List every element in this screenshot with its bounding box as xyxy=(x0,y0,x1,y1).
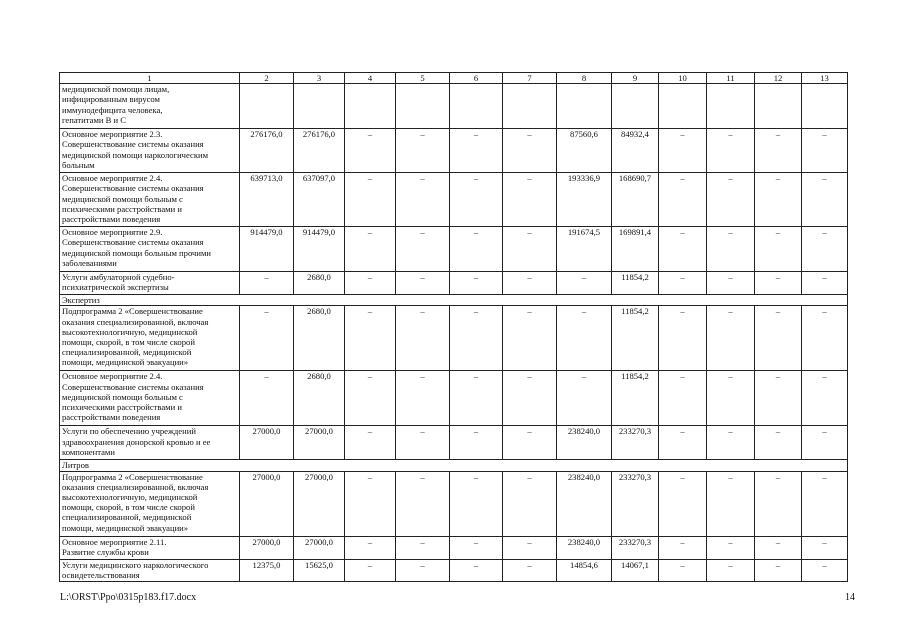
value-cell: 238240,0 xyxy=(557,536,612,559)
value-cell xyxy=(557,84,612,129)
value-cell xyxy=(707,84,755,129)
column-header: 5 xyxy=(396,73,450,84)
value-cell: 14854,6 xyxy=(557,559,612,581)
row-label xyxy=(60,227,240,272)
value-cell: – xyxy=(755,173,802,227)
value-cell: – xyxy=(450,173,503,227)
value-cell: – xyxy=(503,471,557,536)
value-cell: – xyxy=(396,272,450,295)
row-label xyxy=(60,536,240,559)
value-cell: 276176,0 xyxy=(240,129,294,173)
value-cell: – xyxy=(396,227,450,272)
value-cell: 27000,0 xyxy=(294,471,345,536)
value-cell: – xyxy=(503,306,557,371)
value-cell: – xyxy=(659,371,707,426)
value-cell: – xyxy=(240,371,294,426)
value-cell: 914479,0 xyxy=(240,227,294,272)
row-label-text: Основное мероприятие 2.9. Совершенствование системы оказания медицинской помощи больным прочими заболеваниями xyxy=(62,227,211,268)
unit-row xyxy=(60,460,848,471)
value-cell: – xyxy=(707,471,755,536)
value-cell: 14067,1 xyxy=(612,559,659,581)
value-cell: – xyxy=(659,129,707,173)
value-cell: – xyxy=(450,129,503,173)
header-row xyxy=(60,73,848,84)
value-cell: – xyxy=(707,371,755,426)
data-table xyxy=(59,72,848,582)
value-cell: – xyxy=(755,272,802,295)
value-cell xyxy=(294,84,345,129)
value-cell: – xyxy=(659,227,707,272)
table-row xyxy=(60,227,848,272)
value-cell: – xyxy=(450,306,503,371)
value-cell: – xyxy=(802,371,848,426)
value-cell xyxy=(755,84,802,129)
column-header: 3 xyxy=(294,73,345,84)
value-cell: – xyxy=(659,306,707,371)
value-cell: – xyxy=(450,471,503,536)
value-cell: 11854,2 xyxy=(612,371,659,426)
value-cell xyxy=(802,84,848,129)
value-cell: – xyxy=(707,426,755,460)
row-label xyxy=(60,426,240,460)
value-cell: – xyxy=(240,272,294,295)
value-cell: – xyxy=(345,272,396,295)
value-cell: 2680,0 xyxy=(294,306,345,371)
row-label xyxy=(60,129,240,173)
value-cell xyxy=(612,84,659,129)
table-row xyxy=(60,129,848,173)
table-row xyxy=(60,559,848,581)
value-cell xyxy=(503,84,557,129)
value-cell: – xyxy=(659,471,707,536)
value-cell: – xyxy=(659,559,707,581)
value-cell: – xyxy=(755,426,802,460)
value-cell: 233270,3 xyxy=(612,426,659,460)
row-label-text: медицинской помощи лицам, инфицированным вирусом иммунодефицита человека, гепатитами В и С xyxy=(62,84,170,125)
table-row xyxy=(60,272,848,295)
value-cell: 914479,0 xyxy=(294,227,345,272)
table-row xyxy=(60,173,848,227)
table-row xyxy=(60,426,848,460)
value-cell: – xyxy=(503,559,557,581)
value-cell: 84932,4 xyxy=(612,129,659,173)
row-label-text: Основное мероприятие 2.11. Развитие службы крови xyxy=(62,536,167,557)
value-cell: – xyxy=(802,536,848,559)
row-label xyxy=(60,371,240,426)
value-cell: – xyxy=(503,426,557,460)
value-cell: – xyxy=(755,371,802,426)
table-row xyxy=(60,471,848,536)
value-cell: – xyxy=(802,306,848,371)
value-cell: – xyxy=(396,129,450,173)
column-header: 12 xyxy=(755,73,802,84)
column-header: 2 xyxy=(240,73,294,84)
value-cell: – xyxy=(345,371,396,426)
unit-label: Экспертиз xyxy=(60,295,848,306)
value-cell: – xyxy=(802,471,848,536)
value-cell: 169891,4 xyxy=(612,227,659,272)
value-cell: – xyxy=(396,173,450,227)
value-cell: – xyxy=(755,129,802,173)
value-cell: – xyxy=(450,426,503,460)
table-row xyxy=(60,84,848,129)
value-cell: 11854,2 xyxy=(612,272,659,295)
column-header: 4 xyxy=(345,73,396,84)
value-cell: – xyxy=(503,173,557,227)
value-cell: – xyxy=(345,173,396,227)
value-cell: – xyxy=(557,306,612,371)
unit-label: Литров xyxy=(60,460,848,471)
row-label-text: Услуги амбулаторной судебно- психиатрической экспертизы xyxy=(62,272,175,293)
value-cell: – xyxy=(755,471,802,536)
value-cell: 27000,0 xyxy=(294,426,345,460)
value-cell: 191674,5 xyxy=(557,227,612,272)
row-label xyxy=(60,84,240,129)
value-cell: – xyxy=(659,272,707,295)
value-cell: – xyxy=(345,471,396,536)
row-label xyxy=(60,306,240,371)
value-cell: 637097,0 xyxy=(294,173,345,227)
value-cell: – xyxy=(345,426,396,460)
value-cell: 233270,3 xyxy=(612,471,659,536)
value-cell: – xyxy=(707,173,755,227)
value-cell: – xyxy=(802,272,848,295)
value-cell: 238240,0 xyxy=(557,426,612,460)
value-cell xyxy=(450,84,503,129)
value-cell: 233270,3 xyxy=(612,536,659,559)
value-cell: – xyxy=(503,536,557,559)
value-cell: 168690,7 xyxy=(612,173,659,227)
value-cell: 15625,0 xyxy=(294,559,345,581)
value-cell: – xyxy=(755,227,802,272)
value-cell: – xyxy=(345,129,396,173)
value-cell: – xyxy=(345,306,396,371)
value-cell: – xyxy=(802,227,848,272)
value-cell: – xyxy=(396,471,450,536)
value-cell: – xyxy=(802,173,848,227)
row-label-text: Подпрограмма 2 «Совершенствование оказания специализированной, включая высокотехнологичную, медицинской помощи, скорой, в том числе скорой специализированной, медицинской помощи, медицинской эвакуации» xyxy=(62,471,209,533)
value-cell: – xyxy=(707,227,755,272)
value-cell: 276176,0 xyxy=(294,129,345,173)
column-header: 9 xyxy=(612,73,659,84)
row-label xyxy=(60,272,240,295)
row-label-text: Услуги медицинского наркологического освидетельствования xyxy=(62,559,209,580)
value-cell: – xyxy=(755,306,802,371)
value-cell: – xyxy=(707,536,755,559)
value-cell: – xyxy=(450,227,503,272)
value-cell: – xyxy=(659,426,707,460)
row-label-text: Основное мероприятие 2.4. Совершенствование системы оказания медицинской помощи больным с психическими расстройствами и расстройствами поведения xyxy=(62,173,204,225)
value-cell xyxy=(396,84,450,129)
value-cell: – xyxy=(345,227,396,272)
row-label-text: Подпрограмма 2 «Совершенствование оказания специализированной, включая высокотехнологичную, медицинской помощи, скорой, в том числе скорой специализированной, медицинской помощи, медицинской эвакуации» xyxy=(62,306,209,368)
row-label-text: Основное мероприятие 2.3. Совершенствование системы оказания медицинской помощи наркологическим больным xyxy=(62,129,209,170)
value-cell: – xyxy=(396,371,450,426)
value-cell: – xyxy=(557,371,612,426)
value-cell: 27000,0 xyxy=(294,536,345,559)
table-row xyxy=(60,536,848,559)
value-cell: – xyxy=(503,129,557,173)
value-cell: – xyxy=(659,536,707,559)
row-label xyxy=(60,559,240,581)
file-path: L:\ORST\Ppo\0315p183.f17.docx xyxy=(60,592,197,603)
value-cell: – xyxy=(450,536,503,559)
value-cell: – xyxy=(396,536,450,559)
column-header: 6 xyxy=(450,73,503,84)
column-header: 1 xyxy=(60,73,240,84)
value-cell: – xyxy=(396,426,450,460)
value-cell: – xyxy=(659,173,707,227)
row-label-text: Основное мероприятие 2.4. Совершенствование системы оказания медицинской помощи больным с психическими расстройствами и расстройствами поведения xyxy=(62,371,204,423)
value-cell: – xyxy=(396,306,450,371)
value-cell: – xyxy=(802,559,848,581)
value-cell: – xyxy=(707,129,755,173)
value-cell: – xyxy=(345,536,396,559)
value-cell: – xyxy=(503,227,557,272)
value-cell: – xyxy=(450,559,503,581)
value-cell: – xyxy=(557,272,612,295)
value-cell: – xyxy=(755,536,802,559)
page-number: 14 xyxy=(845,592,855,603)
value-cell: 238240,0 xyxy=(557,471,612,536)
value-cell: 193336,9 xyxy=(557,173,612,227)
value-cell: – xyxy=(450,371,503,426)
value-cell: – xyxy=(396,559,450,581)
value-cell: 2680,0 xyxy=(294,272,345,295)
value-cell: – xyxy=(503,272,557,295)
column-header: 10 xyxy=(659,73,707,84)
value-cell: – xyxy=(707,306,755,371)
value-cell: – xyxy=(450,272,503,295)
value-cell xyxy=(345,84,396,129)
value-cell: 2680,0 xyxy=(294,371,345,426)
column-header: 8 xyxy=(557,73,612,84)
value-cell: 639713,0 xyxy=(240,173,294,227)
table-row xyxy=(60,306,848,371)
column-header: 11 xyxy=(707,73,755,84)
value-cell: 27000,0 xyxy=(240,536,294,559)
table-row xyxy=(60,371,848,426)
column-header: 7 xyxy=(503,73,557,84)
value-cell xyxy=(240,84,294,129)
value-cell: – xyxy=(707,559,755,581)
row-label xyxy=(60,173,240,227)
value-cell: – xyxy=(755,559,802,581)
value-cell: 12375,0 xyxy=(240,559,294,581)
value-cell: 11854,2 xyxy=(612,306,659,371)
column-header: 13 xyxy=(802,73,848,84)
unit-row xyxy=(60,295,848,306)
value-cell: – xyxy=(503,371,557,426)
value-cell: – xyxy=(802,129,848,173)
value-cell: 87560,6 xyxy=(557,129,612,173)
value-cell xyxy=(659,84,707,129)
row-label xyxy=(60,471,240,536)
value-cell: 27000,0 xyxy=(240,426,294,460)
value-cell: – xyxy=(802,426,848,460)
value-cell: – xyxy=(240,306,294,371)
row-label-text: Услуги по обеспечению учреждений здравоохранения донорской кровью и ее компонентами xyxy=(62,426,211,457)
value-cell: – xyxy=(707,272,755,295)
value-cell: 27000,0 xyxy=(240,471,294,536)
value-cell: – xyxy=(345,559,396,581)
